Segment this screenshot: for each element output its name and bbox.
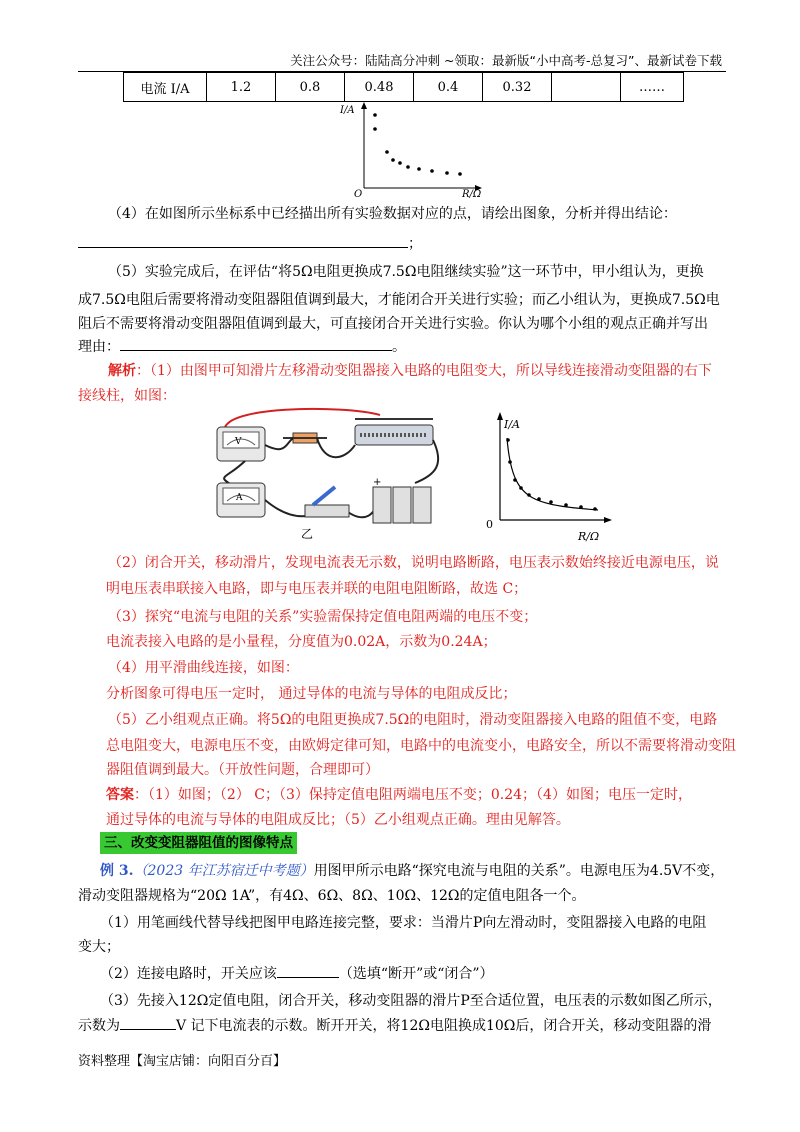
solution-5c: 器阻值调到最大。（开放性问题，合理即可） (106, 762, 379, 778)
example-line1: 例 3.（2023 年江苏宿迁中考题）用图甲所示电路“探究电流与电阻的关系”。电源电压为4.5V不变， (100, 863, 725, 879)
graph2-x-label: R/Ω (578, 530, 600, 543)
data-point (537, 497, 541, 501)
graph2-origin: 0 (486, 518, 493, 531)
q5-line1: （5）实验完成后，在评估“将5Ω电阻更换成7.5Ω电阻继续实验”这一环节中，甲小组认为，更换 (108, 264, 704, 280)
svg-text:V: V (235, 437, 242, 447)
q5-line3: 阻后不需要将滑动变阻器阻值调到最大，可直接闭合开关进行实验。你认为哪个小组的观点正确并写出 (78, 316, 708, 332)
q4-answer-line: ； (78, 230, 422, 258)
data-point (527, 493, 531, 497)
solution-4a: （4）用平滑曲线连接，如图： (108, 660, 299, 676)
page-footer: 资料整理【淘宝店铺：向阳百分百】 (78, 1054, 287, 1069)
table-cell: 0.48 (345, 73, 414, 102)
solution-5b: 总电阻变大，电源电压不变，由欧姆定律可知，电路中的电流变小，电路安全，所以不需要将滑动变阻 (106, 738, 736, 754)
data-point (458, 172, 462, 176)
solution-2a: （2）闭合开关，移动滑片，发现电流表无示数，说明电路断路，电压表示数始终接近电源电压，说 (108, 555, 719, 571)
scatter-graph (338, 100, 498, 200)
table-cell: 1.2 (207, 73, 276, 102)
curve-graph (478, 410, 618, 545)
graph1-origin: O (354, 189, 363, 200)
solution-line2: 接线柱，如图： (78, 388, 176, 404)
solution-label: 解析 (108, 363, 136, 379)
data-point (406, 165, 410, 169)
example-source: （2023 年江苏宿迁中考题） (133, 863, 314, 879)
q5-line4: 理由： 。 (78, 333, 406, 361)
data-point (564, 503, 568, 507)
data-point (373, 113, 377, 117)
data-point (506, 438, 510, 442)
table-cell (552, 73, 621, 102)
svg-text:+: + (373, 477, 382, 488)
data-point (579, 505, 583, 509)
table-cell: 0.4 (414, 73, 483, 102)
table-row (124, 73, 684, 102)
svg-text:A: A (236, 493, 243, 503)
current-table (123, 72, 684, 102)
q4-line1: （4）在如图所示坐标系中已经描出所有实验数据对应的点，请绘出图象，分析并得出结论： (108, 206, 677, 222)
data-point (513, 478, 517, 482)
example-line2: 滑动变阻器规格为“20Ω 1A”，有4Ω、6Ω、8Ω、10Ω、12Ω的定值电阻各一个。 (78, 888, 586, 904)
example-q3b: 示数为 V 记下电流表的示数。断开开关，将12Ω电阻换成10Ω后，闭合开关，移动变阻器的滑 (78, 1012, 711, 1040)
answer-label: 答案 (106, 787, 134, 803)
graph1-y-label: I/A (340, 105, 355, 116)
answer-line2: 通过导体的电流与导体的电阻成反比；（5）乙小组观点正确。理由见解答。 (106, 812, 570, 828)
answer-blank[interactable] (78, 233, 408, 248)
example-q1a: （1）用笔画线代替导线把图甲电路连接完整，要求：当滑片P向左滑动时，变阻器接入电路的电阻 (100, 915, 707, 931)
table-cell: …… (621, 73, 684, 102)
data-point (508, 460, 512, 464)
graph2-y-label: I/A (504, 418, 520, 431)
data-point (519, 486, 523, 490)
solution-5a: （5）乙小组观点正确。将5Ω的电阻更换成7.5Ω的电阻时，滑动变阻器接入电路的阻值不变，电路 (108, 712, 718, 728)
example-label: 例 3. (100, 863, 134, 879)
data-point (445, 171, 449, 175)
circuit-caption: 乙 (301, 527, 314, 541)
solution-3b: 电流表接入电路的是小量程，分度值为0.02A，示数为0.24A； (106, 634, 497, 650)
answer-blank[interactable] (120, 336, 392, 351)
graph1-x-label: R/Ω (462, 189, 482, 200)
section-title: 三、改变变阻器阻值的图像特点 (100, 832, 297, 854)
example-q3a: （3）先接入12Ω定值电阻，闭合开关，移动变阻器的滑片P至合适位置，电压表的示数如图乙所示， (100, 993, 722, 1009)
data-point (391, 158, 395, 162)
data-point (549, 500, 553, 504)
page-header: 关注公众号：陆陆高分冲刺 ~领取：最新版“小中高考-总复习”、最新试卷下载 (290, 53, 722, 68)
solution-3a: （3）探究“电流与电阻的关系”实验需保持定值电阻两端的电压不变； (108, 609, 538, 625)
answer-blank[interactable] (120, 1015, 176, 1030)
data-point (385, 150, 389, 154)
answer-blank[interactable] (277, 963, 339, 978)
solution-line1: 解析：（1）由图甲可知滑片左移滑动变阻器接入电路的电阻变大，所以导线连接滑动变阻器的右下 (108, 363, 712, 379)
solution-4b: 分析图象可得电压一定时， 通过导体的电流与导体的电阻成反比； (106, 686, 517, 702)
data-point (398, 161, 402, 165)
table-row-label: 电流 I/A (124, 73, 207, 102)
table-cell: 0.32 (483, 73, 552, 102)
q5-line2: 成7.5Ω电阻后需要将滑动变阻器阻值调到最大，才能闭合开关进行实验；而乙小组认为，更换成7.5Ω电 (78, 292, 720, 308)
data-point (373, 127, 377, 131)
solution-2b: 明电压表串联接入电路，即与电压表并联的电阻电阻断路，故选 C； (106, 581, 528, 597)
data-point (417, 167, 421, 171)
data-point (430, 169, 434, 173)
answer-line1: 答案：（1）如图；（2） C；（3）保持定值电阻两端电压不变；0.24；（4）如图；电压一定时， (106, 787, 692, 803)
table-cell: 0.8 (276, 73, 345, 102)
circuit-diagram (205, 405, 445, 545)
example-q2: （2）连接电路时，开关应该 （选填“断开”或“闭合”） (100, 960, 494, 988)
example-q1b: 变大； (78, 939, 120, 955)
data-point (593, 507, 597, 511)
